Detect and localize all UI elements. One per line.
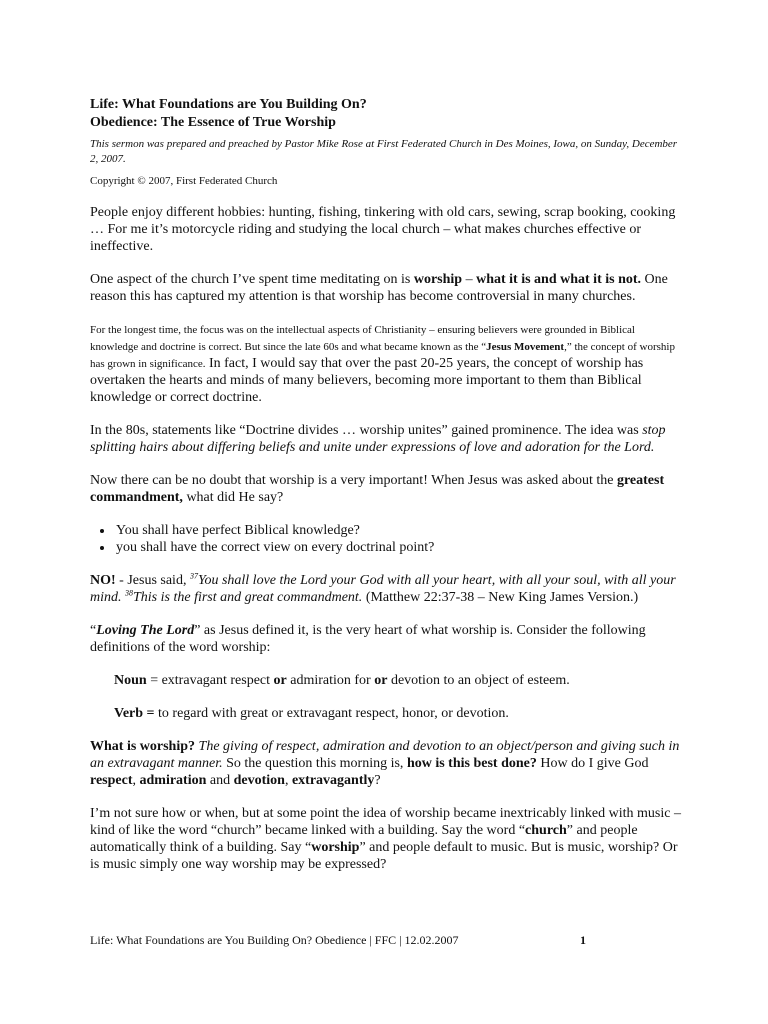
bold-text: NO! — [90, 573, 116, 588]
sermon-note: This sermon was prepared and preached by Pastor Mike Rose at First Federated Church in Des Moines, Iowa, on Sunday, December 2, 2007. — [90, 138, 678, 165]
text: In fact, I would say that over the past 20-25 years, the concept of worship has overtaken the hearts and minds of many believers, becoming more important to them than Biblical knowledge or correct doctrine. — [90, 356, 644, 405]
bold-text: Noun — [114, 673, 147, 688]
bold-text: respect — [90, 773, 133, 788]
text: Now there can be no doubt that worship is a very important! When Jesus was asked about the — [90, 473, 617, 488]
document-title: Life: What Foundations are You Building On? — [90, 97, 367, 112]
text: , — [132, 773, 140, 788]
paragraph-loving-the-lord — [90, 622, 682, 656]
paragraph-worship-aspect — [90, 271, 682, 305]
text: ” and people automatically think of a building. Say “ — [90, 823, 638, 855]
bold-text: worship — [311, 840, 360, 855]
page-footer: Life: What Foundations are You Building On? Obedience | FFC | 12.02.2007 — [90, 933, 459, 947]
italic-text: The giving of respect, admiration and devotion to an object/person and giving such in an extravagant manner. — [90, 739, 680, 771]
document-subtitle: Obedience: The Essence of True Worship — [90, 115, 336, 130]
bold-text: worship — [413, 272, 463, 287]
paragraph-jesus-said — [90, 572, 682, 606]
text: In the 80s, statements like “Doctrine divides … worship unites” gained prominence. The idea was — [90, 423, 643, 438]
paragraph-what-is-worship — [90, 738, 682, 789]
verse-number: 37 — [189, 571, 198, 581]
text: How do I give God — [536, 756, 649, 771]
paragraph-intellectual — [90, 321, 682, 406]
copyright-line: Copyright © 2007, First Federated Church — [90, 175, 278, 187]
bullet-list — [90, 522, 682, 556]
bold-text: what it is and what it is not. — [476, 272, 642, 287]
small-text: For the longest time, the focus was on the intellectual aspects of Christianity – ensuring believers were grounded in Biblical knowledge and doctrine is correct. But since the late 60s and what became known as the “ — [90, 324, 635, 353]
paragraph-greatest-commandment — [90, 472, 682, 506]
bold-text: Jesus Movement — [486, 341, 565, 353]
bold-text: Verb = — [114, 706, 155, 721]
bold-text: What is worship? — [90, 739, 196, 754]
list-item: • you shall have the correct view on every doctrinal point? — [114, 539, 682, 556]
text: devotion to an object of esteem. — [387, 673, 570, 688]
bold-text: church — [525, 823, 567, 838]
paragraph-music — [90, 805, 682, 873]
text: and — [206, 773, 234, 788]
list-item: • You shall have perfect Biblical knowledge? — [114, 522, 682, 539]
text: I’m not sure how or when, but at some point the idea of worship became inextricably linked with music – kind of like the word “church” became linked with a building. Say the word “ — [90, 806, 681, 838]
text: to regard with great or extravagant respect, honor, or devotion. — [154, 706, 509, 721]
scripture-text: You shall love the Lord your God with all your heart, with all your soul, with all your mind. — [90, 573, 676, 605]
text: One aspect of the church I’ve spent time meditating on is — [90, 272, 414, 287]
text: (Matthew 22:37-38 – New King James Version.) — [362, 590, 639, 605]
text: - Jesus said, — [115, 573, 190, 588]
scripture-text: This is the first and great commandment. — [133, 590, 363, 605]
bold-italic-text — [96, 623, 194, 638]
bold-text: greatest commandment, — [90, 473, 665, 505]
text: , — [284, 773, 292, 788]
text: – — [462, 272, 477, 287]
small-text: ,” the concept of worship has grown in significance. — [90, 341, 675, 370]
bold-text: or — [273, 673, 287, 688]
bold-text: extravagantly — [291, 773, 375, 788]
bold-text: admiration — [139, 773, 207, 788]
text: ” as Jesus defined it, is the very heart of what worship is. Consider the following definitions of the word worship: — [90, 623, 646, 655]
verse-number: 38 — [125, 588, 133, 598]
text: admiration for — [286, 673, 375, 688]
italic-text: stop splitting hairs about differing beliefs and unite under expressions of love and adoration for the Lord. — [90, 423, 666, 455]
paragraph-hobbies: People enjoy different hobbies: hunting, fishing, tinkering with old cars, sewing, scrap booking, cooking … For me it’s motorcycle riding and studying the local church – what makes churches effective or ineffective. — [90, 205, 676, 254]
paragraph-80s — [90, 422, 682, 456]
definition-verb — [90, 705, 682, 722]
text: One reason this has captured my attention is that worship has become controversial in many churches. — [90, 272, 668, 304]
text: ” and people default to music. But is music, worship? Or is music simply one way worship may be expressed? — [90, 840, 678, 872]
text: ? — [374, 773, 381, 788]
text: = extravagant respect — [146, 673, 274, 688]
bold-text: devotion — [233, 773, 285, 788]
document-page — [90, 96, 682, 873]
text: So the question this morning is, — [222, 756, 407, 771]
page-number: 1 — [580, 933, 586, 947]
text: “ — [90, 623, 97, 638]
definition-noun — [90, 672, 682, 689]
bold-text: how is this best done? — [406, 756, 537, 771]
bold-text: or — [374, 673, 388, 688]
italic-text: Loving The Lord — [96, 623, 195, 638]
text: what did He say? — [182, 490, 284, 505]
